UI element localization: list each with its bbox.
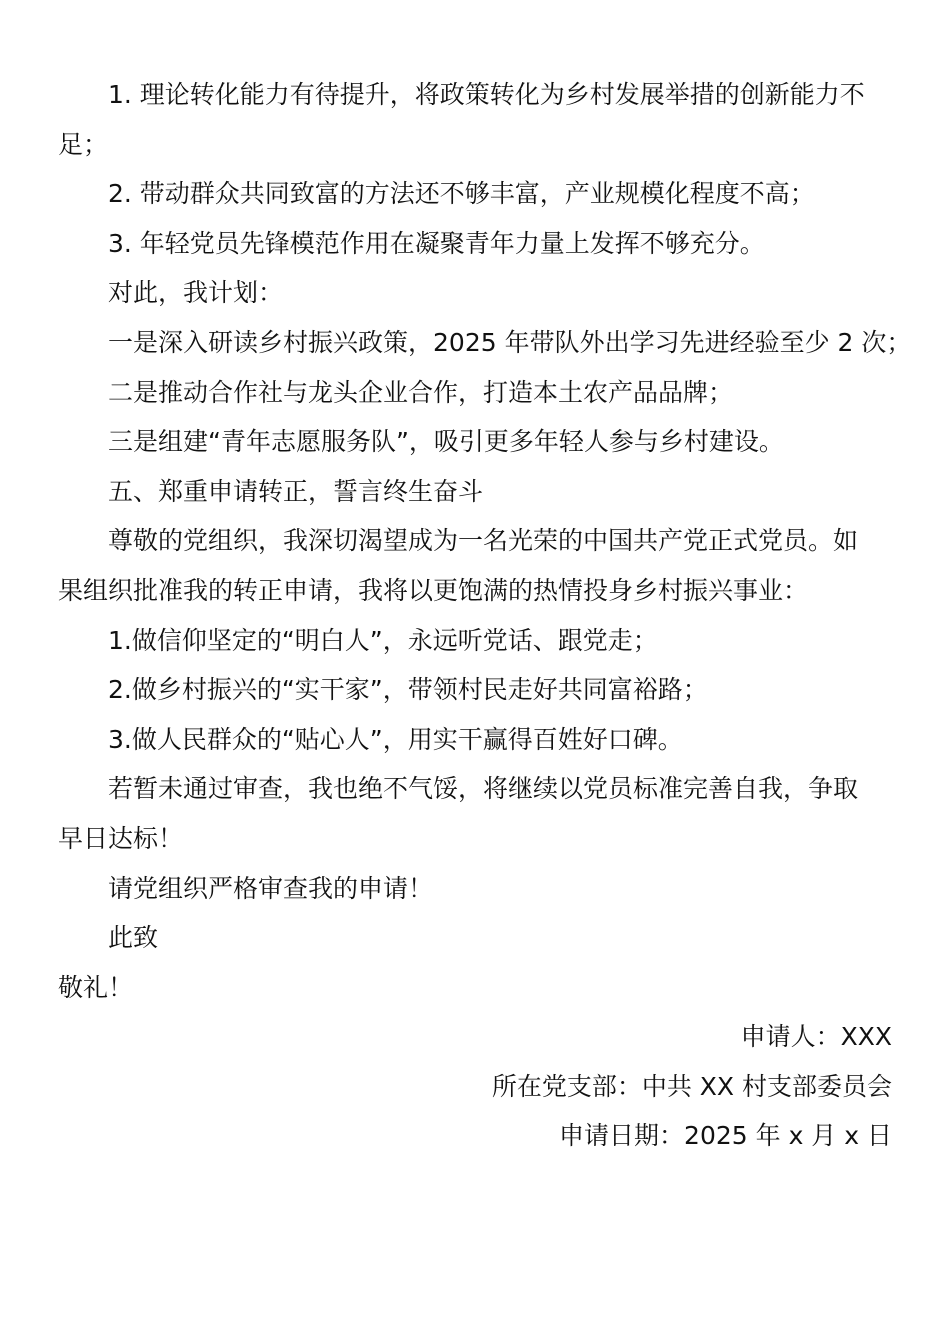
- plan-2: 二是推动合作社与龙头企业合作，打造本土农产品品牌；: [108, 377, 734, 407]
- signature-applicant: 申请人：XXX: [740, 1022, 892, 1052]
- section-heading: 五、郑重申请转正，誓言终生奋斗: [108, 476, 484, 506]
- plan-1: 一是深入研读乡村振兴政策，2025 年带队外出学习先进经验至少 2 次；: [108, 327, 912, 357]
- issue-3: 3. 年轻党员先锋模范作用在凝聚青年力量上发挥不够充分。: [108, 228, 765, 258]
- signature-branch: 所在党支部：中共 XX 村支部委员会: [491, 1071, 892, 1101]
- pledge-1: 1.做信仰坚定的“明白人”，永远听党话、跟党走；: [108, 625, 658, 655]
- appeal-line-2: 果组织批准我的转正申请，我将以更饱满的热情投身乡村振兴事业：: [58, 575, 809, 605]
- fallback-line-1: 若暂未通过审查，我也绝不气馁，将继续以党员标准完善自我，争取: [108, 774, 859, 804]
- issue-1-line-2: 足；: [58, 129, 109, 159]
- document-body: [58, 70, 912, 1161]
- plan-intro: 对此，我计划：: [108, 278, 284, 308]
- plan-3: 三是组建“青年志愿服务队”，吸引更多年轻人参与乡村建设。: [108, 427, 784, 457]
- fallback-line-2: 早日达标！: [58, 823, 184, 853]
- issue-2: 2. 带动群众共同致富的方法还不够丰富，产业规模化程度不高；: [108, 179, 815, 209]
- closing-regards: 敬礼！: [58, 972, 134, 1002]
- pledge-2: 2.做乡村振兴的“实干家”，带领村民走好共同富裕路；: [108, 675, 708, 705]
- signature-date: 申请日期：2025 年 x 月 x 日: [559, 1121, 892, 1151]
- closing-salutation: 此致: [108, 923, 159, 953]
- pledge-3: 3.做人民群众的“贴心人”，用实干赢得百姓好口碑。: [108, 724, 683, 754]
- request-statement: 请党组织严格审查我的申请！: [108, 873, 434, 903]
- issue-1-line-1: 1. 理论转化能力有待提升，将政策转化为乡村发展举措的创新能力不: [108, 80, 865, 109]
- appeal-line-1: 尊敬的党组织，我深切渴望成为一名光荣的中国共产党正式党员。如: [108, 526, 859, 556]
